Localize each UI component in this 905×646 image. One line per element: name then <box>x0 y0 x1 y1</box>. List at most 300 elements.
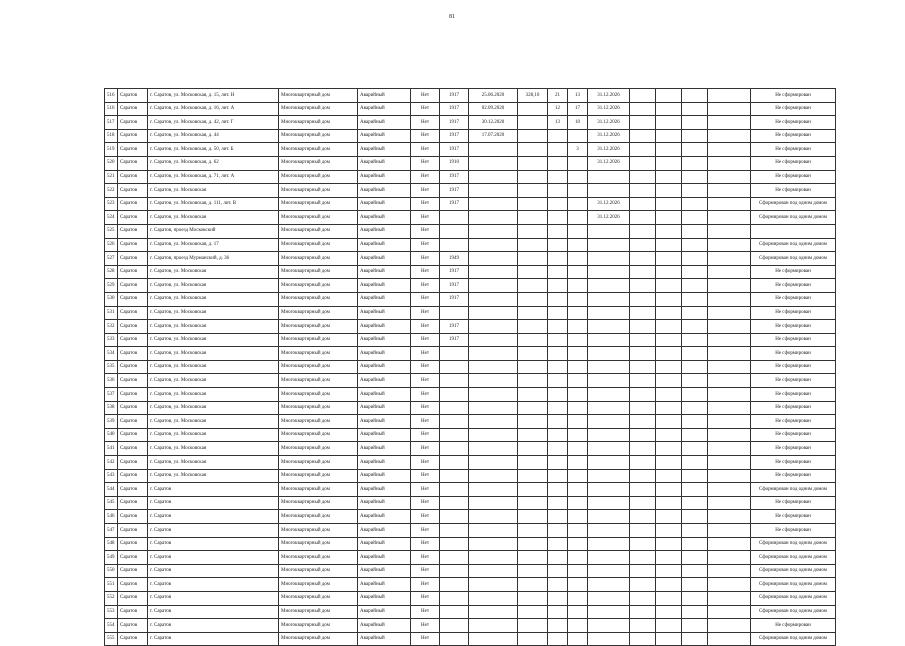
address-cell: г. Саратов, ул. Московская <box>148 320 279 334</box>
row-number: 518 <box>105 129 118 143</box>
area-cell <box>518 469 548 483</box>
value-cell-1 <box>630 428 656 442</box>
cadastral-cell <box>708 551 751 565</box>
area-cell <box>518 537 548 551</box>
count-cell-1 <box>548 524 568 538</box>
value-cell-2 <box>656 578 682 592</box>
table-row <box>105 469 836 483</box>
land-status-cell: Не сформирован <box>751 388 836 402</box>
deadline-cell <box>588 632 630 646</box>
deadline-cell <box>588 320 630 334</box>
land-status-cell: Не сформирован <box>751 292 836 306</box>
year-cell <box>440 360 469 374</box>
land-status-cell: Сформирован под одним домом <box>751 578 836 592</box>
count-cell-2 <box>568 388 588 402</box>
land-status-cell: Сформирован под одним домом <box>751 197 836 211</box>
flag-cell: Нет <box>411 184 440 198</box>
area-cell <box>518 143 548 157</box>
cadastral-cell <box>708 265 751 279</box>
row-number: 537 <box>105 388 118 402</box>
area-cell <box>518 415 548 429</box>
row-number: 523 <box>105 197 118 211</box>
deadline-cell: 31.12.2026 <box>588 156 630 170</box>
value-cell-3 <box>682 456 708 470</box>
building-type-cell: Многоквартирный дом <box>279 632 358 646</box>
value-cell-1 <box>630 170 656 184</box>
row-number: 555 <box>105 632 118 646</box>
area-cell <box>518 224 548 238</box>
count-cell-2 <box>568 442 588 456</box>
address-cell: г. Саратов, ул. Московская <box>148 184 279 198</box>
land-status-cell: Не сформирован <box>751 456 836 470</box>
address-cell: г. Саратов, ул. Московская, д. 17 <box>148 238 279 252</box>
land-status-cell: Не сформирован <box>751 524 836 538</box>
value-cell-3 <box>682 102 708 116</box>
count-cell-2 <box>568 537 588 551</box>
year-cell: 1917 <box>440 129 469 143</box>
deadline-cell <box>588 388 630 402</box>
date-cell <box>469 333 518 347</box>
row-number: 548 <box>105 537 118 551</box>
row-number: 517 <box>105 116 118 130</box>
row-number: 531 <box>105 306 118 320</box>
cadastral-cell <box>708 591 751 605</box>
date-cell <box>469 170 518 184</box>
table-row <box>105 238 836 252</box>
land-status-cell: Не сформирован <box>751 156 836 170</box>
value-cell-1 <box>630 578 656 592</box>
status-cell: Аварийный <box>358 143 411 157</box>
value-cell-1 <box>630 469 656 483</box>
count-cell-1 <box>548 401 568 415</box>
building-type-cell: Многоквартирный дом <box>279 292 358 306</box>
deadline-cell <box>588 428 630 442</box>
table-row <box>105 197 836 211</box>
table-row <box>105 170 836 184</box>
building-type-cell: Многоквартирный дом <box>279 333 358 347</box>
value-cell-3 <box>682 347 708 361</box>
count-cell-2 <box>568 211 588 225</box>
row-number: 544 <box>105 483 118 497</box>
deadline-cell <box>588 292 630 306</box>
land-status-cell: Не сформирован <box>751 89 836 103</box>
row-number: 539 <box>105 415 118 429</box>
status-cell: Аварийный <box>358 170 411 184</box>
cadastral-cell <box>708 483 751 497</box>
value-cell-2 <box>656 442 682 456</box>
date-cell <box>469 252 518 266</box>
count-cell-2 <box>568 129 588 143</box>
deadline-cell <box>588 496 630 510</box>
deadline-cell <box>588 347 630 361</box>
flag-cell: Нет <box>411 116 440 130</box>
row-number: 521 <box>105 170 118 184</box>
flag-cell: Нет <box>411 224 440 238</box>
flag-cell: Нет <box>411 632 440 646</box>
deadline-cell <box>588 605 630 619</box>
row-number: 549 <box>105 551 118 565</box>
land-status-cell: Не сформирован <box>751 184 836 198</box>
city-cell: Саратов <box>118 347 148 361</box>
count-cell-2 <box>568 564 588 578</box>
land-status-cell: Не сформирован <box>751 320 836 334</box>
address-cell: г. Саратов, ул. Московская, д. 16, лит. А <box>148 102 279 116</box>
area-cell <box>518 483 548 497</box>
area-cell <box>518 401 548 415</box>
status-cell: Аварийный <box>358 510 411 524</box>
value-cell-1 <box>630 524 656 538</box>
table-row <box>105 143 836 157</box>
value-cell-1 <box>630 456 656 470</box>
count-cell-2 <box>568 578 588 592</box>
value-cell-2 <box>656 292 682 306</box>
value-cell-3 <box>682 279 708 293</box>
row-number: 543 <box>105 469 118 483</box>
city-cell: Саратов <box>118 537 148 551</box>
city-cell: Саратов <box>118 591 148 605</box>
cadastral-cell <box>708 224 751 238</box>
value-cell-2 <box>656 265 682 279</box>
value-cell-1 <box>630 89 656 103</box>
city-cell: Саратов <box>118 252 148 266</box>
value-cell-1 <box>630 360 656 374</box>
row-number: 528 <box>105 265 118 279</box>
address-cell: г. Саратов, ул. Московская <box>148 306 279 320</box>
deadline-cell <box>588 279 630 293</box>
value-cell-1 <box>630 401 656 415</box>
flag-cell: Нет <box>411 333 440 347</box>
value-cell-2 <box>656 537 682 551</box>
table-row <box>105 605 836 619</box>
table-row <box>105 211 836 225</box>
land-status-cell: Не сформирован <box>751 401 836 415</box>
flag-cell: Нет <box>411 320 440 334</box>
building-type-cell: Многоквартирный дом <box>279 524 358 538</box>
cadastral-cell <box>708 306 751 320</box>
city-cell: Саратов <box>118 442 148 456</box>
table-row <box>105 306 836 320</box>
land-status-cell: Не сформирован <box>751 428 836 442</box>
value-cell-2 <box>656 524 682 538</box>
date-cell <box>469 265 518 279</box>
row-number: 541 <box>105 442 118 456</box>
year-cell <box>440 496 469 510</box>
address-cell: г. Саратов, ул. Московская <box>148 279 279 293</box>
date-cell <box>469 279 518 293</box>
status-cell: Аварийный <box>358 442 411 456</box>
status-cell: Аварийный <box>358 184 411 198</box>
year-cell: 1949 <box>440 252 469 266</box>
status-cell: Аварийный <box>358 102 411 116</box>
land-status-cell: Не сформирован <box>751 306 836 320</box>
table-row <box>105 116 836 130</box>
value-cell-3 <box>682 388 708 402</box>
count-cell-1 <box>548 279 568 293</box>
building-type-cell: Многоквартирный дом <box>279 415 358 429</box>
year-cell <box>440 619 469 633</box>
city-cell: Саратов <box>118 360 148 374</box>
value-cell-1 <box>630 211 656 225</box>
year-cell: 1917 <box>440 197 469 211</box>
row-number: 532 <box>105 320 118 334</box>
table-row <box>105 401 836 415</box>
row-number: 545 <box>105 496 118 510</box>
year-cell: 1917 <box>440 184 469 198</box>
value-cell-2 <box>656 279 682 293</box>
table-row <box>105 224 836 238</box>
table-row <box>105 265 836 279</box>
value-cell-2 <box>656 401 682 415</box>
value-cell-1 <box>630 320 656 334</box>
cadastral-cell <box>708 469 751 483</box>
land-status-cell: Не сформирован <box>751 170 836 184</box>
value-cell-2 <box>656 211 682 225</box>
date-cell <box>469 496 518 510</box>
date-cell <box>469 388 518 402</box>
area-cell <box>518 551 548 565</box>
count-cell-2 <box>568 456 588 470</box>
count-cell-2 <box>568 224 588 238</box>
count-cell-2: 3 <box>568 143 588 157</box>
deadline-cell <box>588 401 630 415</box>
count-cell-1 <box>548 292 568 306</box>
count-cell-1 <box>548 156 568 170</box>
status-cell: Аварийный <box>358 279 411 293</box>
city-cell: Саратов <box>118 102 148 116</box>
area-cell <box>518 347 548 361</box>
city-cell: Саратов <box>118 156 148 170</box>
year-cell <box>440 537 469 551</box>
deadline-cell <box>588 456 630 470</box>
value-cell-2 <box>656 374 682 388</box>
building-type-cell: Многоквартирный дом <box>279 591 358 605</box>
year-cell: 1917 <box>440 333 469 347</box>
row-number: 530 <box>105 292 118 306</box>
cadastral-cell <box>708 360 751 374</box>
value-cell-2 <box>656 238 682 252</box>
address-cell: г. Саратов, ул. Московская <box>148 360 279 374</box>
value-cell-1 <box>630 415 656 429</box>
deadline-cell <box>588 483 630 497</box>
deadline-cell <box>588 238 630 252</box>
flag-cell: Нет <box>411 197 440 211</box>
flag-cell: Нет <box>411 401 440 415</box>
value-cell-2 <box>656 333 682 347</box>
building-type-cell: Многоквартирный дом <box>279 483 358 497</box>
date-cell <box>469 374 518 388</box>
area-cell <box>518 374 548 388</box>
flag-cell: Нет <box>411 524 440 538</box>
area-cell <box>518 116 548 130</box>
date-cell <box>469 156 518 170</box>
area-cell <box>518 211 548 225</box>
flag-cell: Нет <box>411 605 440 619</box>
date-cell <box>469 320 518 334</box>
address-cell: г. Саратов <box>148 564 279 578</box>
housing-table <box>104 88 836 646</box>
address-cell: г. Саратов, ул. Московская <box>148 401 279 415</box>
count-cell-1 <box>548 238 568 252</box>
count-cell-1 <box>548 347 568 361</box>
address-cell: г. Саратов <box>148 496 279 510</box>
cadastral-cell <box>708 401 751 415</box>
date-cell <box>469 442 518 456</box>
area-cell: 328,10 <box>518 89 548 103</box>
city-cell: Саратов <box>118 306 148 320</box>
cadastral-cell <box>708 496 751 510</box>
deadline-cell <box>588 591 630 605</box>
count-cell-1: 13 <box>548 116 568 130</box>
flag-cell: Нет <box>411 591 440 605</box>
land-status-cell: Сформирован под одним домом <box>751 252 836 266</box>
row-number: 536 <box>105 374 118 388</box>
count-cell-1 <box>548 442 568 456</box>
status-cell: Аварийный <box>358 591 411 605</box>
flag-cell: Нет <box>411 483 440 497</box>
value-cell-2 <box>656 116 682 130</box>
value-cell-3 <box>682 469 708 483</box>
status-cell: Аварийный <box>358 320 411 334</box>
status-cell: Аварийный <box>358 469 411 483</box>
value-cell-3 <box>682 537 708 551</box>
area-cell <box>518 129 548 143</box>
address-cell: г. Саратов, ул. Московская, д. 15, лит. Н <box>148 89 279 103</box>
date-cell <box>469 306 518 320</box>
area-cell <box>518 197 548 211</box>
value-cell-1 <box>630 224 656 238</box>
area-cell <box>518 591 548 605</box>
area-cell <box>518 320 548 334</box>
address-cell: г. Саратов <box>148 551 279 565</box>
value-cell-3 <box>682 360 708 374</box>
value-cell-2 <box>656 388 682 402</box>
building-type-cell: Многоквартирный дом <box>279 374 358 388</box>
city-cell: Саратов <box>118 619 148 633</box>
address-cell: г. Саратов, проезд Мурманский, д. 36 <box>148 252 279 266</box>
value-cell-2 <box>656 156 682 170</box>
flag-cell: Нет <box>411 428 440 442</box>
count-cell-2 <box>568 483 588 497</box>
land-status-cell: Сформирован под одним домом <box>751 211 836 225</box>
row-number: 550 <box>105 564 118 578</box>
row-number: 540 <box>105 428 118 442</box>
value-cell-3 <box>682 89 708 103</box>
count-cell-1 <box>548 415 568 429</box>
value-cell-1 <box>630 102 656 116</box>
value-cell-2 <box>656 428 682 442</box>
area-cell <box>518 564 548 578</box>
city-cell: Саратов <box>118 143 148 157</box>
land-status-cell: Не сформирован <box>751 347 836 361</box>
count-cell-2 <box>568 401 588 415</box>
year-cell: 1917 <box>440 89 469 103</box>
table-row <box>105 320 836 334</box>
count-cell-2 <box>568 279 588 293</box>
address-cell: г. Саратов, ул. Московская <box>148 469 279 483</box>
city-cell: Саратов <box>118 415 148 429</box>
flag-cell: Нет <box>411 211 440 225</box>
city-cell: Саратов <box>118 524 148 538</box>
status-cell: Аварийный <box>358 238 411 252</box>
status-cell: Аварийный <box>358 374 411 388</box>
count-cell-1 <box>548 333 568 347</box>
address-cell: г. Саратов, ул. Московская, д. 44 <box>148 129 279 143</box>
count-cell-2 <box>568 360 588 374</box>
deadline-cell: 31.12.2026 <box>588 89 630 103</box>
year-cell: 1917 <box>440 292 469 306</box>
value-cell-3 <box>682 496 708 510</box>
count-cell-2 <box>568 605 588 619</box>
value-cell-3 <box>682 591 708 605</box>
date-cell: 02.09.2020 <box>469 102 518 116</box>
value-cell-1 <box>630 238 656 252</box>
deadline-cell <box>588 564 630 578</box>
status-cell: Аварийный <box>358 265 411 279</box>
count-cell-1: 12 <box>548 102 568 116</box>
value-cell-2 <box>656 170 682 184</box>
flag-cell: Нет <box>411 374 440 388</box>
count-cell-2 <box>568 265 588 279</box>
row-number: 547 <box>105 524 118 538</box>
land-status-cell: Не сформирован <box>751 374 836 388</box>
date-cell <box>469 238 518 252</box>
table-row <box>105 292 836 306</box>
year-cell <box>440 591 469 605</box>
year-cell: 1917 <box>440 102 469 116</box>
value-cell-3 <box>682 211 708 225</box>
table-row <box>105 279 836 293</box>
address-cell: г. Саратов, ул. Московская <box>148 333 279 347</box>
building-type-cell: Многоквартирный дом <box>279 510 358 524</box>
building-type-cell: Многоквартирный дом <box>279 143 358 157</box>
count-cell-2 <box>568 347 588 361</box>
flag-cell: Нет <box>411 619 440 633</box>
flag-cell: Нет <box>411 537 440 551</box>
deadline-cell <box>588 537 630 551</box>
table-row <box>105 415 836 429</box>
city-cell: Саратов <box>118 211 148 225</box>
year-cell: 1917 <box>440 265 469 279</box>
year-cell <box>440 551 469 565</box>
value-cell-2 <box>656 591 682 605</box>
status-cell: Аварийный <box>358 388 411 402</box>
value-cell-3 <box>682 197 708 211</box>
city-cell: Саратов <box>118 428 148 442</box>
building-type-cell: Многоквартирный дом <box>279 279 358 293</box>
value-cell-3 <box>682 184 708 198</box>
value-cell-2 <box>656 632 682 646</box>
area-cell <box>518 292 548 306</box>
address-cell: г. Саратов, ул. Московская <box>148 265 279 279</box>
year-cell <box>440 510 469 524</box>
value-cell-3 <box>682 619 708 633</box>
row-number: 538 <box>105 401 118 415</box>
table-row <box>105 496 836 510</box>
date-cell <box>469 211 518 225</box>
count-cell-2 <box>568 333 588 347</box>
address-cell: г. Саратов, ул. Московская <box>148 428 279 442</box>
deadline-cell: 31.12.2026 <box>588 197 630 211</box>
city-cell: Саратов <box>118 224 148 238</box>
page-number: 81 <box>449 14 455 20</box>
building-type-cell: Многоквартирный дом <box>279 442 358 456</box>
value-cell-1 <box>630 292 656 306</box>
status-cell: Аварийный <box>358 333 411 347</box>
building-type-cell: Многоквартирный дом <box>279 320 358 334</box>
area-cell <box>518 428 548 442</box>
row-number: 552 <box>105 591 118 605</box>
value-cell-2 <box>656 605 682 619</box>
